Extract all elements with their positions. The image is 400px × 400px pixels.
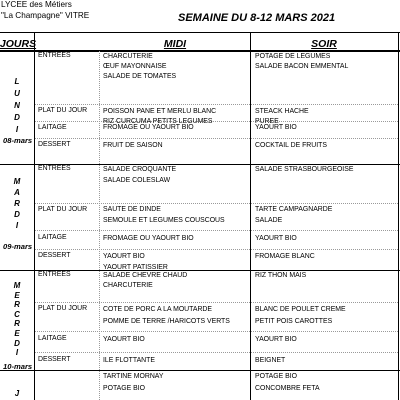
- meal-separator: [35, 121, 398, 122]
- meal-category: DESSERT: [38, 252, 71, 259]
- day-letter: M: [13, 281, 21, 290]
- day-letter: E: [14, 290, 20, 300]
- meal-separator: [35, 352, 398, 353]
- midi-dish: YAOURT PATISSIER: [103, 264, 168, 271]
- soir-dish: TARTE CAMPAGNARDE: [255, 206, 333, 213]
- meal-category: LAITAGE: [38, 234, 67, 241]
- day-letter: R: [14, 319, 20, 329]
- meal-category: LAITAGE: [38, 335, 67, 342]
- meal-category: PLAT DU JOUR: [38, 107, 88, 114]
- meal-category: PLAT DU JOUR: [38, 305, 88, 312]
- midi-dish: SEMOULE ET LEGUMES COUSCOUS: [103, 217, 225, 224]
- meal-category: LAITAGE: [38, 124, 67, 131]
- header-midi: MIDI: [163, 38, 187, 50]
- day-letter: R: [14, 199, 20, 208]
- day-date: 09-mars: [3, 242, 33, 251]
- table-right-border: [398, 32, 399, 400]
- day-letter: D: [14, 338, 20, 348]
- day-letter: D: [14, 210, 20, 219]
- soir-dish: YAOURT BIO: [255, 336, 297, 343]
- soir-dish: SALADE STRASBOURGEOISE: [255, 166, 354, 173]
- midi-dish: SALADE CHEVRE CHAUD: [103, 272, 188, 279]
- midi-soir-divider: [250, 32, 251, 400]
- day-letter: E: [14, 329, 20, 338]
- meal-category: PLAT DU JOUR: [38, 206, 88, 213]
- soir-dish: SALADE: [255, 217, 283, 224]
- meal-separator: [35, 138, 398, 139]
- midi-dish: POMME DE TERRE /HARICOTS VERTS: [103, 318, 230, 325]
- soir-dish: FROMAGE BLANC: [255, 253, 315, 260]
- midi-dish: SALADE COLESLAW: [103, 177, 171, 184]
- day-letter: J: [14, 389, 20, 398]
- midi-dish: CHARCUTERIE: [103, 53, 153, 60]
- day-letter: L: [14, 77, 20, 86]
- midi-dish: FRUIT DE SAISON: [103, 142, 163, 149]
- soir-dish: CONCOMBRE FETA: [255, 385, 320, 392]
- meal-separator: [35, 331, 398, 332]
- midi-dish: FROMAGE OU YAOURT BIO: [103, 124, 194, 131]
- header-soir: SOIR: [311, 38, 337, 50]
- midi-dish: CHARCUTERIE: [103, 282, 153, 289]
- midi-dish: POTAGE BIO: [103, 385, 145, 392]
- day-letter: C: [14, 309, 20, 319]
- day-letter: D: [14, 113, 20, 122]
- meal-separator: [35, 230, 398, 231]
- midi-dish: TARTINE MORNAY: [103, 373, 164, 380]
- day-letter: R: [14, 300, 20, 310]
- meal-category: ENTREES: [38, 52, 71, 59]
- soir-dish: PETIT POIS CAROTTES: [255, 318, 333, 325]
- meal-category: ENTREES: [38, 165, 71, 172]
- midi-dish: POISSON PANE ET MERLU BLANC: [103, 108, 217, 115]
- school-name: LYCEE des Métiers: [1, 0, 72, 9]
- soir-dish: RIZ THON MAIS: [255, 272, 307, 279]
- soir-dish: BEIGNET: [255, 357, 286, 364]
- day-letter: N: [14, 101, 20, 110]
- meal-category: DESSERT: [38, 356, 71, 363]
- soir-dish: YAOURT BIO: [255, 235, 297, 242]
- soir-dish: POTAGE BIO: [255, 373, 297, 380]
- soir-dish: SALADE BACON EMMENTAL: [255, 63, 349, 70]
- meal-separator: [35, 104, 398, 105]
- midi-dish: YAOURT BIO: [103, 336, 145, 343]
- meal-separator: [35, 302, 398, 303]
- day-letter: I: [15, 221, 19, 230]
- table-top-border: [0, 32, 400, 33]
- soir-dish: STEACK HACHE: [255, 108, 309, 115]
- midi-dish: ŒUF MAYONNAISE: [103, 63, 167, 70]
- day-letter: I: [15, 125, 19, 134]
- day-separator: [0, 370, 400, 371]
- jours-column-divider: [34, 32, 35, 400]
- soir-dish: POTAGE DE LEGUMES: [255, 53, 331, 60]
- soir-dish: COCKTAIL DE FRUITS: [255, 142, 327, 149]
- midi-dish: ILE FLOTTANTE: [103, 357, 155, 364]
- meal-category: DESSERT: [38, 141, 71, 148]
- day-letter: I: [15, 348, 19, 358]
- midi-dish: YAOURT BIO: [103, 253, 145, 260]
- meal-category: ENTREES: [38, 271, 71, 278]
- soir-dish: PUREE: [255, 118, 279, 125]
- day-letter: A: [14, 188, 20, 197]
- day-letter: U: [14, 89, 20, 98]
- day-date: 08-mars: [3, 136, 33, 145]
- midi-dish: SAUTE DE DINDE: [103, 206, 161, 213]
- midi-dish: RIZ CURCUMA PETITS LEGUMES: [103, 118, 213, 125]
- midi-dish: SALADE CROQUANTE: [103, 166, 177, 173]
- midi-dish: COTE DE PORC A LA MOUTARDE: [103, 306, 212, 313]
- week-title: SEMAINE DU 8-12 MARS 2021: [178, 12, 336, 24]
- meal-separator: [35, 203, 398, 204]
- soir-dish: BLANC DE POULET CREME: [255, 306, 346, 313]
- day-letter: M: [13, 177, 21, 186]
- soir-dish: YAOURT BIO: [255, 124, 297, 131]
- meal-separator: [35, 249, 398, 250]
- day-date: 10-mars: [3, 362, 33, 371]
- midi-dish: FROMAGE OU YAOURT BIO: [103, 235, 194, 242]
- school-city: "La Champagne" VITRE: [1, 11, 90, 20]
- header-jours: JOURS: [0, 38, 37, 50]
- midi-dish: SALADE DE TOMATES: [103, 73, 177, 80]
